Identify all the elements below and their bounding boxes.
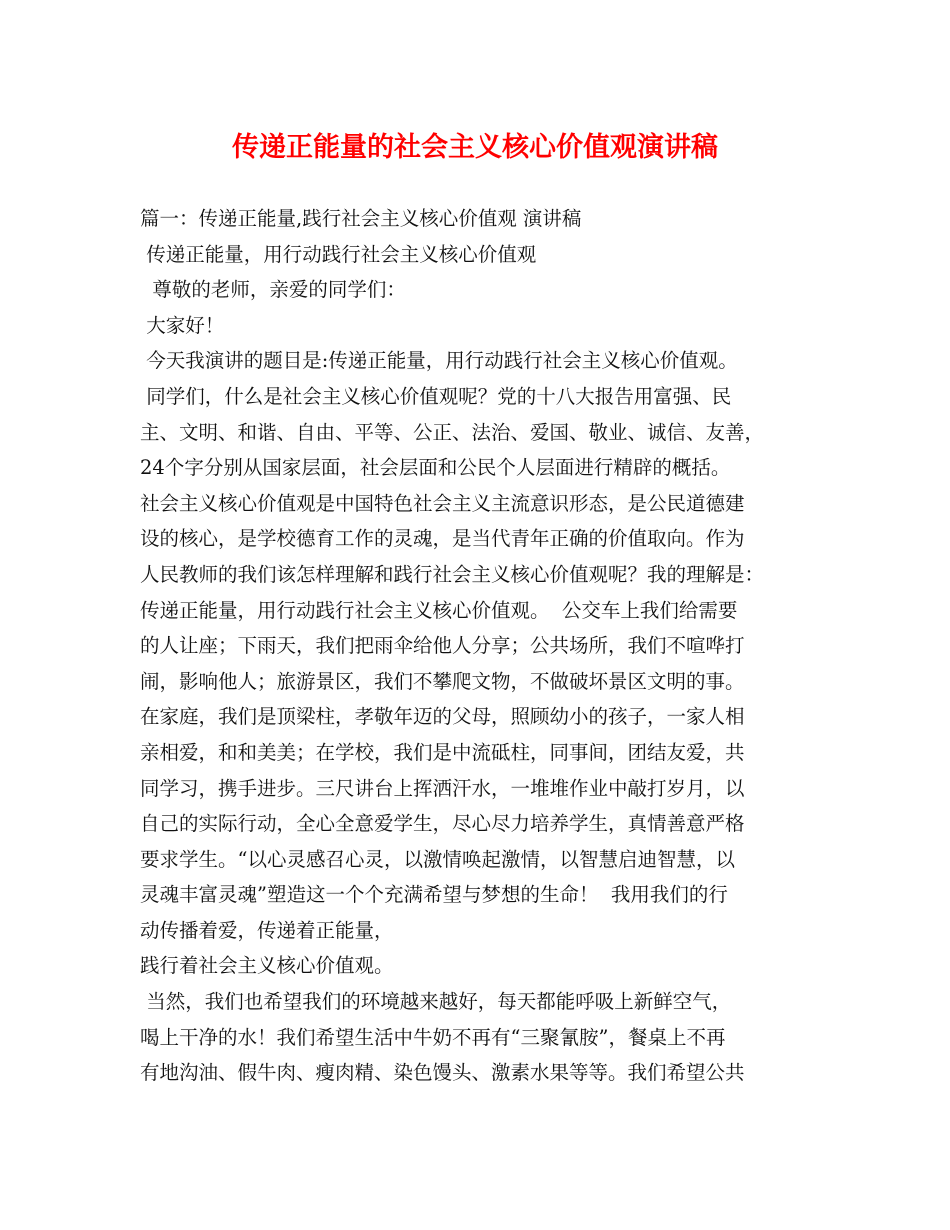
body-line: 社会主义核心价值观是中国特色社会主义主流意识形态，是公民道德建 — [140, 491, 745, 515]
body-line: 动传播着爱，传递着正能量， — [140, 918, 394, 942]
body-line: 当然，我们也希望我们的环境越来越好，每天都能呼吸上新鲜空气， — [140, 990, 732, 1014]
body-line: 设的核心，是学校德育工作的灵魂，是当代青年正确的价值取向。作为 — [140, 527, 745, 551]
body-line: 篇一：传递正能量,践行社会主义核心价值观 演讲稿 — [140, 207, 582, 230]
body-line: 人民教师的我们该怎样理解和践行社会主义核心价值观呢？我的理解是： — [140, 562, 765, 586]
document-title: 传递正能量的社会主义核心价值观演讲稿 — [232, 132, 718, 163]
body-line: 大家好！ — [140, 313, 225, 337]
body-line: 亲相爱，和和美美；在学校，我们是中流砥柱，同事间，团结友爱，共 — [140, 740, 745, 764]
body-line: 尊敬的老师，亲爱的同学们： — [140, 278, 406, 302]
body-line: 同学们，什么是社会主义核心价值观呢？党的十八大报告用富强、民 — [140, 384, 732, 408]
body-line: 喝上干净的水！我们希望生活中牛奶不再有“三聚氰胺”，餐桌上不再 — [140, 1025, 726, 1049]
body-line: 传递正能量，用行动践行社会主义核心价值观。 公交车上我们给需要 — [140, 598, 738, 622]
body-line: 灵魂丰富灵魂”塑造这一个个充满希望与梦想的生命！ 我用我们的行 — [140, 883, 728, 907]
body-line: 在家庭，我们是顶梁柱，孝敬年迈的父母，照顾幼小的孩子，一家人相 — [140, 705, 745, 729]
body-line: 闹，影响他人；旅游景区，我们不攀爬文物，不做破坏景区文明的事。 — [140, 669, 745, 693]
body-line: 自己的实际行动，全心全意爱学生，尽心尽力培养学生，真情善意严格 — [140, 812, 745, 836]
body-line: 24个字分别从国家层面，社会层面和公民个人层面进行精辟的概括。 — [140, 456, 731, 480]
document-body — [140, 201, 830, 1091]
body-line: 同学习，携手进步。三尺讲台上挥洒汗水，一堆堆作业中敲打岁月，以 — [140, 776, 745, 800]
body-line: 今天我演讲的题目是:传递正能量，用行动践行社会主义核心价值观。 — [140, 349, 738, 373]
body-line: 有地沟油、假牛肉、瘦肉精、染色馒头、激素水果等等。我们希望公共 — [140, 1061, 745, 1085]
body-line: 践行着社会主义核心价值观。 — [140, 954, 394, 978]
body-line: 传递正能量，用行动践行社会主义核心价值观 — [140, 242, 537, 266]
body-line: 的人让座；下雨天，我们把雨伞给他人分享；公共场所，我们不喧哗打 — [140, 634, 745, 658]
body-line: 主、文明、和谐、自由、平等、公正、法治、爱国、敬业、诚信、友善， — [140, 420, 765, 444]
body-line: 要求学生。“以心灵感召心灵，以激情唤起激情，以智慧启迪智慧，以 — [140, 847, 735, 871]
